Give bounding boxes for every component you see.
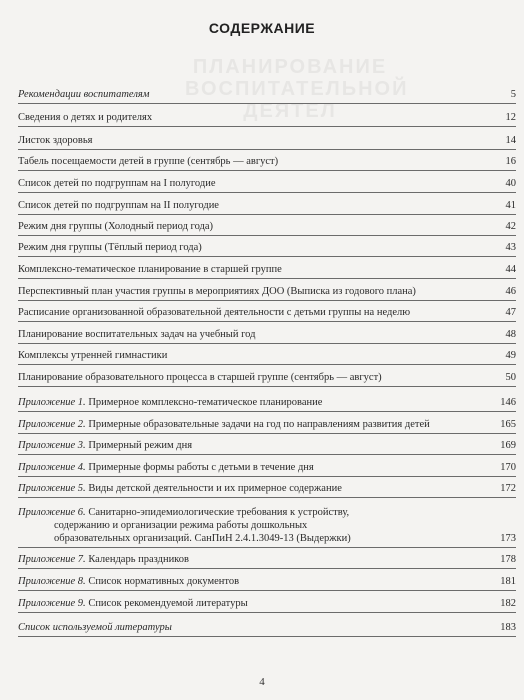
appendix-label: Приложение 3.: [18, 440, 86, 451]
leader-line: [18, 433, 516, 434]
leader-line: [18, 547, 516, 548]
toc-page-number: 5: [510, 89, 516, 100]
toc-page-number: 169: [500, 440, 516, 451]
toc-entry-text: [18, 135, 92, 146]
toc-page-number: 173: [500, 533, 516, 544]
leader-line: [18, 476, 516, 477]
bleed-through-text: ПЛАНИРОВАНИЕ ВОСПИТАТЕЛЬНОЙ ДЕЯТЕЛ: [185, 56, 409, 122]
toc-page-number: 181: [500, 576, 516, 587]
leader-line: [18, 300, 516, 301]
toc-entry-title: Сведения о детях и родителях: [18, 112, 153, 123]
toc-entry[interactable]: [18, 553, 516, 566]
leader-line: [18, 149, 516, 150]
toc-page-number: 16: [505, 156, 516, 167]
toc-page-number: 170: [500, 462, 516, 473]
toc-entry[interactable]: [18, 349, 516, 362]
toc-entry-text: [18, 112, 152, 123]
toc-entry[interactable]: [18, 371, 516, 384]
toc-entry[interactable]: [18, 482, 516, 495]
toc-entry[interactable]: [18, 396, 516, 409]
leader-line: [18, 214, 516, 215]
toc-entry-text: [18, 397, 322, 408]
toc-page-number: 172: [500, 483, 516, 494]
toc-entry[interactable]: [18, 155, 516, 168]
toc-entry-text: [18, 622, 172, 633]
toc-entry-title: Планирование воспитательных задач на учебный год: [18, 329, 256, 340]
appendix-label: Приложение 1.: [18, 397, 86, 408]
leader-line: [18, 321, 516, 322]
toc-page-number: 183: [500, 622, 516, 633]
toc-entry-text: [18, 329, 255, 340]
toc-entry[interactable]: [18, 177, 516, 190]
toc-entry-text: [18, 350, 167, 361]
toc-entry[interactable]: [18, 285, 516, 298]
toc-entry-title: Режим дня группы (Тёплый период года): [18, 242, 202, 253]
leader-line: [18, 454, 516, 455]
toc-page-number: 44: [505, 264, 516, 275]
toc-entry[interactable]: [18, 111, 516, 124]
toc-entry-text: [18, 178, 215, 189]
toc-entry[interactable]: [18, 621, 516, 634]
leader-line: [18, 103, 516, 104]
toc-page-number: 12: [505, 112, 516, 123]
toc-page-number: 48: [505, 329, 516, 340]
toc-entry-text: [18, 440, 192, 451]
toc-entry[interactable]: [18, 220, 516, 233]
toc-entry-title: Список детей по подгруппам на II полугодие: [18, 200, 219, 211]
appendix-label: Приложение 5.: [18, 483, 86, 494]
toc-entry[interactable]: [18, 241, 516, 254]
appendix-label: Приложение 7.: [18, 554, 86, 565]
toc-page-number: 42: [505, 221, 516, 232]
toc-entry-text: [18, 483, 342, 494]
appendix-label: Приложение 2.: [18, 419, 86, 430]
toc-entry-text: [18, 506, 516, 519]
toc-entry-title: Санитарно-эпидемиологические требования к устройству,: [88, 507, 350, 518]
toc-entry-title: Список рекомендуемой литературы: [88, 598, 248, 609]
toc-entry-text: [18, 286, 416, 297]
toc-entry-title: Примерные формы работы с детьми в течение дня: [88, 462, 314, 473]
toc-entry-title: Комплексы утренней гимнастики: [18, 350, 168, 361]
toc-entry-title: Список детей по подгруппам на I полугодие: [18, 178, 216, 189]
toc-page-number: 182: [500, 598, 516, 609]
toc-entry-title: Режим дня группы (Холодный период года): [18, 221, 214, 232]
appendix-label: Приложение 4.: [18, 462, 86, 473]
toc-entry[interactable]: [18, 597, 516, 610]
leader-line: [18, 364, 516, 365]
toc-entry-title: Примерные образовательные задачи на год по направлениям развития детей: [88, 419, 430, 430]
toc-entry[interactable]: [18, 134, 516, 147]
leader-line: [18, 612, 516, 613]
toc-entry-text: [18, 462, 314, 473]
toc-entry-text: [18, 242, 202, 253]
toc-entry-text: [18, 372, 382, 383]
leader-line: [18, 170, 516, 171]
page-number: 4: [259, 676, 265, 688]
leader-line: [18, 590, 516, 591]
appendix-label: Приложение 9.: [18, 598, 86, 609]
toc-entry-text: [18, 598, 248, 609]
toc-page-number: 50: [505, 372, 516, 383]
toc-entry-text: [18, 156, 278, 167]
toc-entry-title: Комплексно-тематическое планирование в старшей группе: [18, 264, 282, 275]
leader-line: [18, 636, 516, 637]
appendix-label: Приложение 6.: [18, 507, 86, 518]
leader-line: [18, 568, 516, 569]
toc-entry[interactable]: [18, 88, 516, 101]
toc-entry-text: [18, 554, 189, 565]
leader-line: [18, 192, 516, 193]
toc-entry-title: Примерное комплексно-тематическое планирование: [88, 397, 323, 408]
appendix-label: Приложение 8.: [18, 576, 86, 587]
toc-entry-title: Примерный режим дня: [88, 440, 193, 451]
toc-entry-title: Рекомендации воспитателям: [18, 89, 150, 100]
toc-entry-text: [18, 221, 213, 232]
toc-entry[interactable]: [18, 439, 516, 452]
leader-line: [18, 235, 516, 236]
toc-page-number: 41: [505, 200, 516, 211]
leader-line: [18, 256, 516, 257]
toc-entry[interactable]: [18, 328, 516, 341]
toc-page-number: 146: [500, 397, 516, 408]
toc-entry[interactable]: [18, 575, 516, 588]
toc-entry-text: [18, 419, 430, 430]
toc-entry[interactable]: [18, 461, 516, 474]
toc-entry-title: Табель посещаемости детей в группе (сентябрь — август): [18, 156, 279, 167]
toc-entry-title: Листок здоровья: [18, 135, 93, 146]
toc-page-number: 43: [505, 242, 516, 253]
toc-entry-title: Список используемой литературы: [18, 622, 172, 633]
toc-page-number: 46: [505, 286, 516, 297]
toc-entry[interactable]: [18, 418, 516, 431]
toc-entry-title: Список нормативных документов: [88, 576, 240, 587]
leader-line: [18, 411, 516, 412]
toc-entry-title: Планирование образовательного процесса в старшей группе (сентябрь — август): [18, 372, 382, 383]
toc-entry-continuation: образовательных организаций. СанПиН 2.4.1.3049-13 (Выдержки): [54, 533, 351, 544]
toc-entry[interactable]: [18, 506, 516, 545]
toc-entry-title: Расписание организованной образовательной деятельности с детьми группы на неделю: [18, 307, 411, 318]
toc-entry-text: [18, 89, 150, 100]
leader-line: [18, 126, 516, 127]
toc-page-number: 49: [505, 350, 516, 361]
toc-entry[interactable]: [18, 263, 516, 276]
toc-entry-title: Виды детской деятельности и их примерное содержание: [88, 483, 342, 494]
toc-page-number: 47: [505, 307, 516, 318]
leader-line: [18, 386, 516, 387]
toc-entry[interactable]: [18, 199, 516, 212]
toc-page-number: 14: [505, 135, 516, 146]
leader-line: [18, 497, 516, 498]
toc-page-number: 40: [505, 178, 516, 189]
toc-entry-text: [18, 264, 282, 275]
toc-entry-title: Календарь праздников: [88, 554, 189, 565]
page-title: СОДЕРЖАНИЕ: [208, 20, 316, 36]
toc-page-number: 178: [500, 554, 516, 565]
toc-entry-text: [18, 576, 239, 587]
toc-entry[interactable]: [18, 306, 516, 319]
leader-line: [18, 278, 516, 279]
toc-entry-text: [18, 200, 219, 211]
toc-entry-title: Перспективный план участия группы в мероприятиях ДОО (Выписка из годового плана): [18, 286, 416, 297]
leader-line: [18, 343, 516, 344]
toc-entry-continuation: содержанию и организации режима работы дошкольных: [54, 520, 308, 531]
toc-entry-text: [18, 307, 410, 318]
toc-page-number: 165: [500, 419, 516, 430]
